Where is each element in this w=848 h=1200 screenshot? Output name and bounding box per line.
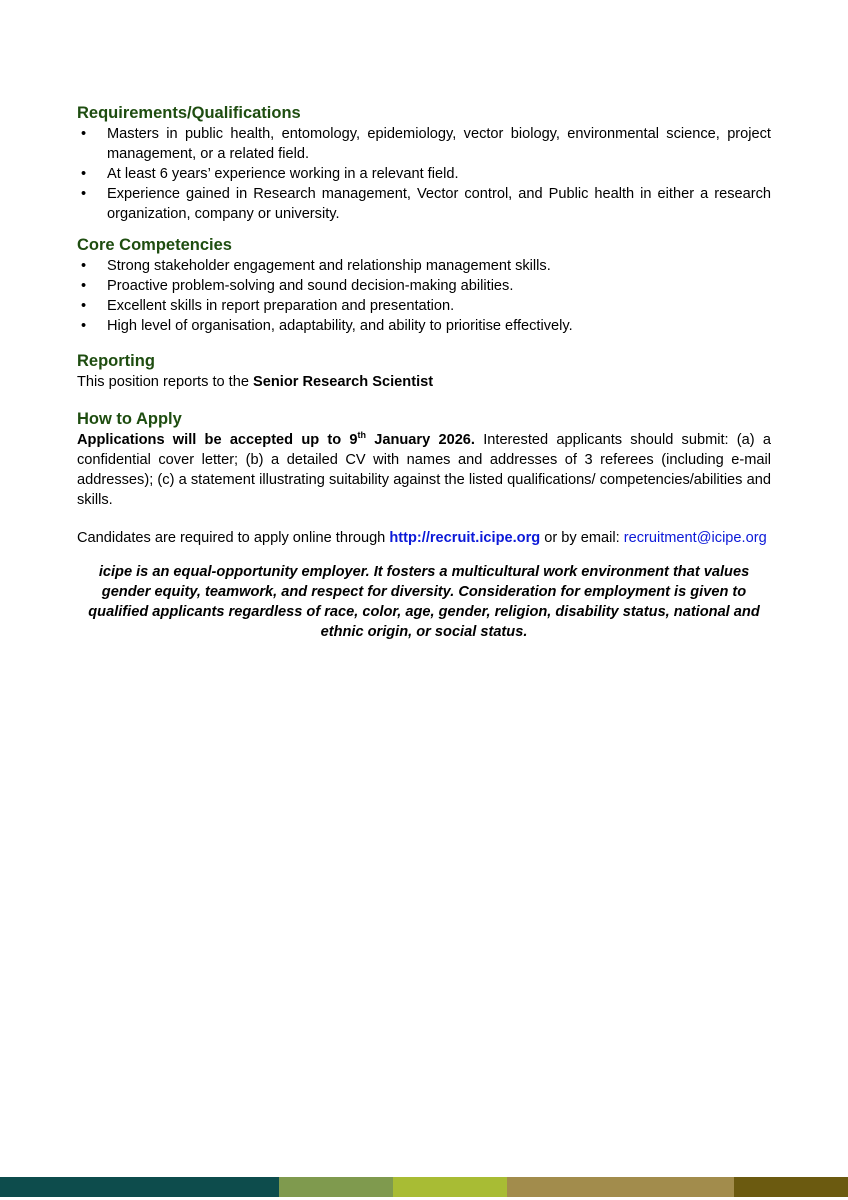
bullet-icon: •: [81, 298, 87, 314]
bullet-icon: •: [81, 318, 87, 334]
equal-opportunity-statement: icipe is an equal-opportunity employer. It fosters a multicultural work environment that values gender equity, teamwork, and respect for diversity. Consideration for employment is given to qualified applicants regardless of race, color, age, gender, religion, disability status, national and ethnic origin, or social status.: [88, 564, 760, 640]
bullet-icon: •: [81, 126, 87, 142]
bullet-icon: •: [81, 186, 87, 202]
reporting-heading: Reporting: [77, 352, 155, 370]
list-item: • Proactive problem-solving and sound decision-making abilities.: [81, 278, 514, 294]
bullet-icon: •: [81, 278, 87, 294]
list-item: • High level of organisation, adaptability, and ability to prioritise effectively.: [81, 318, 573, 334]
stripe-segment: [279, 1177, 393, 1197]
bullet-icon: •: [81, 166, 87, 182]
list-item: • Masters in public health, entomology, epidemiology, vector biology, environmental science, project management, or a related field.: [81, 126, 771, 162]
reporting-text: This position reports to the Senior Research Scientist: [77, 374, 434, 390]
recruit-link[interactable]: http://recruit.icipe.org: [389, 530, 541, 546]
competencies-list: [77, 256, 771, 336]
stripe-segment: [393, 1177, 507, 1197]
bullet-icon: •: [81, 258, 87, 274]
list-item: • Strong stakeholder engagement and relationship management skills.: [81, 258, 551, 274]
list-item: • Experience gained in Research management, Vector control, and Public health in either a research organization, company or university.: [81, 186, 771, 222]
email-link[interactable]: recruitment@icipe.org: [623, 530, 767, 546]
stripe-segment: [507, 1177, 734, 1197]
deadline-text: Applications will be accepted up to 9th January 2026.: [77, 430, 475, 448]
list-item: • Excellent skills in report preparation and presentation.: [81, 298, 455, 314]
stripe-segment: [0, 1177, 279, 1197]
requirements-list: [77, 124, 771, 224]
requirements-heading: Requirements/Qualifications: [77, 104, 301, 122]
list-item: • At least 6 years’ experience working in a relevant field.: [81, 166, 459, 182]
reporting-role: Senior Research Scientist: [253, 374, 434, 390]
stripe-segment: [734, 1177, 848, 1197]
apply-online-text: Candidates are required to apply online through http://recruit.icipe.org or by email: recruitment@icipe.org: [77, 530, 767, 546]
document-body: [77, 102, 771, 642]
footer-color-stripe: [0, 1177, 848, 1197]
competencies-heading: Core Competencies: [77, 236, 232, 254]
apply-heading: How to Apply: [77, 410, 182, 428]
apply-instructions: Applications will be accepted up to 9th January 2026. Interested applicants should submit: (a) a confidential cover letter; (b) a detailed CV with names and addresses of 3 referees (including e-mail addresses); (c) a statement illustrating suitability against the listed qualifications/ competencies/abilities and skills.: [77, 430, 771, 508]
